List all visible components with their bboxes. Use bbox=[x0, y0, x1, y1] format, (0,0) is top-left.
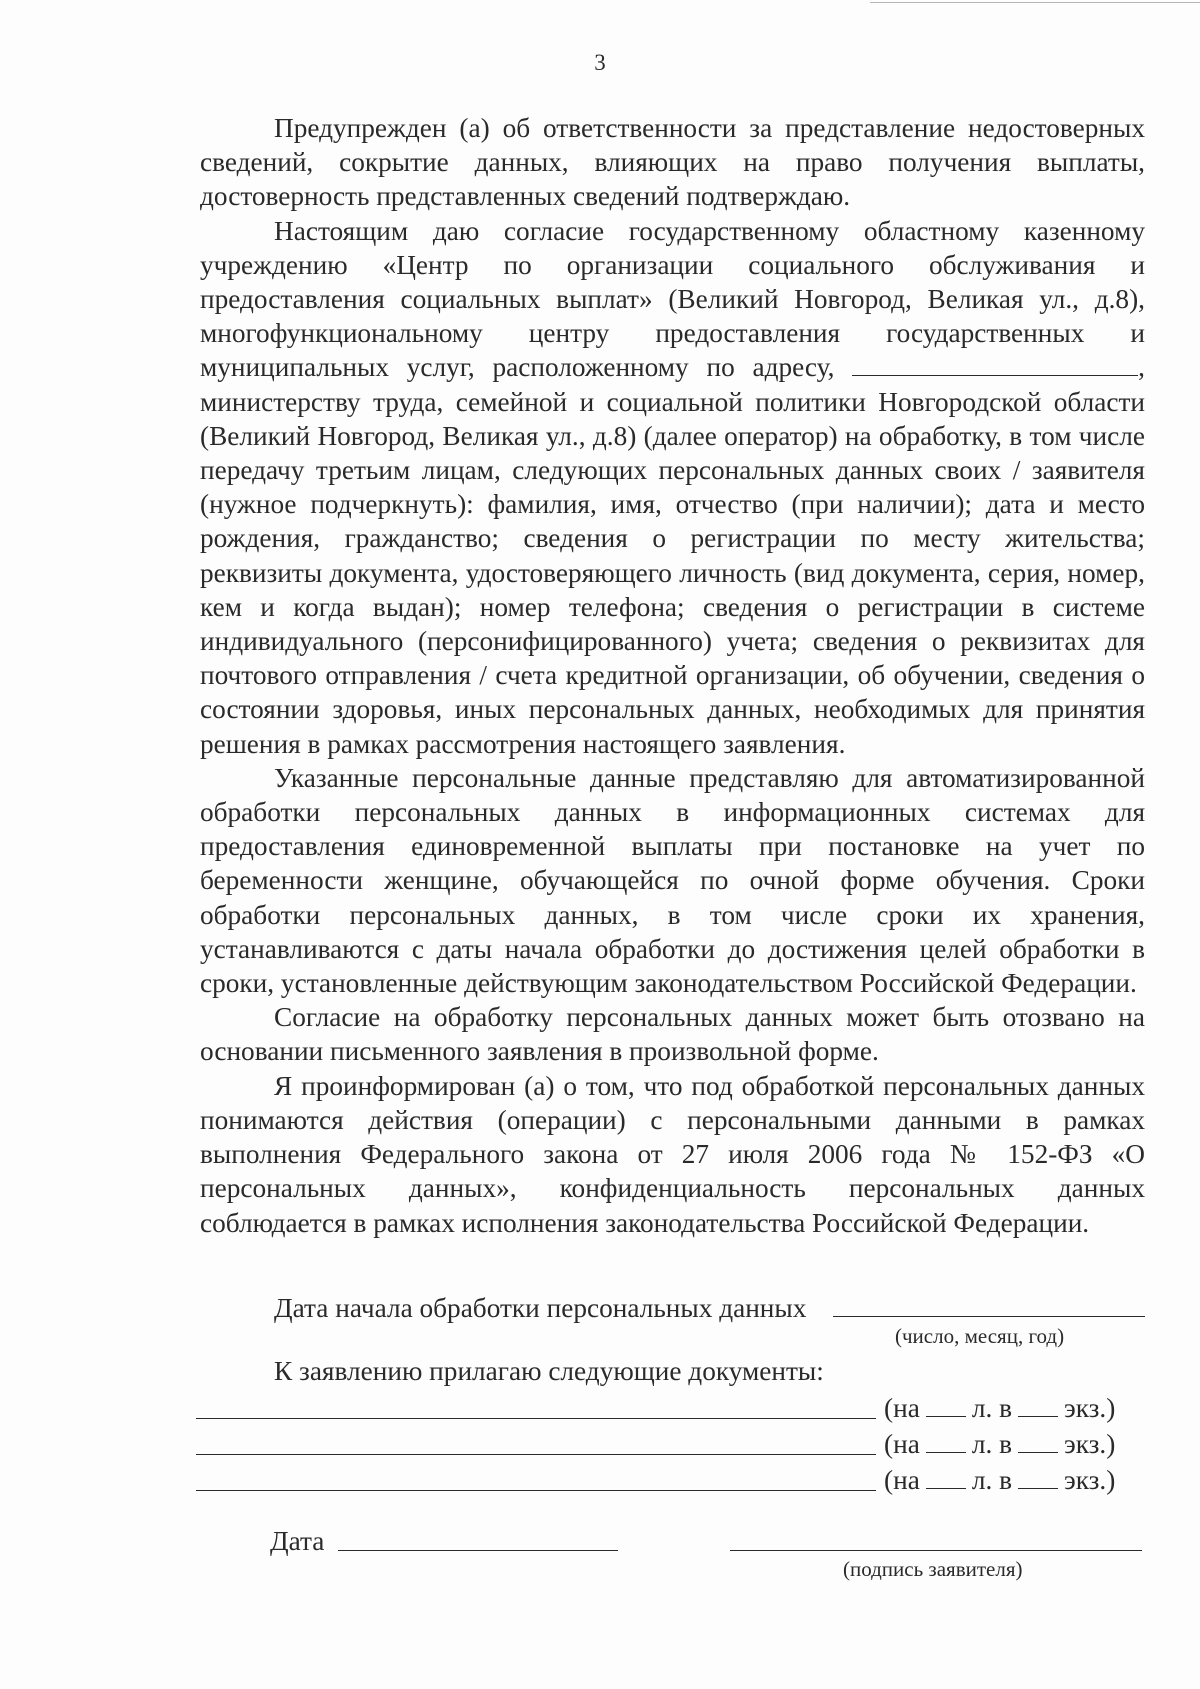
consent-text-end: , министерству труда, семейной и социальной политики Новгородской области (Великий Новгород, Великая ул., д.8) (далее оператор) на обработку, в том числе передачу третьим лицам, следующих персональных данных своих / заявителя (нужное подчеркнуть): фамилия, имя, отчество (при наличии); дата и место рождения, гражданство; сведения о регистрации по месту жительства; реквизиты документа, удостоверяющего личность (вид документа, серия, номер, кем и когда выдан); номер телефона; сведения о регистрации в системе индивидуального (персонифицированного) учета; сведения о реквизитах для почтового отправления / счета кредитной организации, об обучении, сведения о состоянии здоровья, иных персональных данных, необходимых для принятия решения в рамках рассмотрения настоящего заявления. bbox=[200, 352, 1145, 759]
attachment-name-field[interactable] bbox=[196, 1418, 876, 1419]
attachment-name-field[interactable] bbox=[196, 1454, 876, 1455]
copies-count-field[interactable] bbox=[1018, 1394, 1058, 1417]
attachments-label: К заявлению прилагаю следующие документы: bbox=[274, 1356, 824, 1386]
attachment-counts: (на л. в экз.) bbox=[884, 1393, 1116, 1423]
signature-field[interactable] bbox=[730, 1550, 1142, 1551]
sheets-count-field[interactable] bbox=[926, 1466, 966, 1489]
paragraph-consent bbox=[200, 214, 1145, 761]
sheets-count-field[interactable] bbox=[926, 1394, 966, 1417]
signature-date-field[interactable] bbox=[338, 1550, 618, 1551]
attachment-counts: (на л. в экз.) bbox=[884, 1429, 1116, 1459]
attachment-row bbox=[196, 1391, 1131, 1427]
page-number: 3 bbox=[594, 50, 606, 75]
attachment-name-field[interactable] bbox=[196, 1490, 876, 1491]
copies-count-field[interactable] bbox=[1018, 1430, 1058, 1453]
processing-start-date-field[interactable] bbox=[833, 1316, 1145, 1317]
body-text bbox=[200, 111, 1145, 1240]
processing-start-caption: (число, месяц, год) bbox=[895, 1324, 1065, 1348]
mfc-address-blank[interactable] bbox=[852, 353, 1138, 376]
paragraph-warning: Предупрежден (а) об ответственности за представление недостоверных сведений, сокрытие данных, влияющих на право получения выплаты, достоверность представленных сведений подтверждаю. bbox=[200, 113, 1145, 212]
attachment-row bbox=[196, 1463, 1131, 1499]
paragraph-revocation: Согласие на обработку персональных данных может быть отозвано на основании письменного заявления в произвольной форме. bbox=[200, 1002, 1145, 1067]
signature-caption: (подпись заявителя) bbox=[843, 1557, 1023, 1581]
processing-start-label: Дата начала обработки персональных данных bbox=[274, 1293, 807, 1323]
signature-date-label: Дата bbox=[270, 1526, 325, 1556]
copies-count-field[interactable] bbox=[1018, 1466, 1058, 1489]
attachment-counts: (на л. в экз.) bbox=[884, 1465, 1116, 1495]
sheets-count-field[interactable] bbox=[926, 1430, 966, 1453]
paragraph-processing: Указанные персональные данные представляю для автоматизированной обработки персональных данных в информационных системах для предоставления единовременной выплаты при постановке на учет по беременности женщине, обучающейся по очной форме обучения. Сроки обработки персональных данных, в том числе сроки их хранения, устанавливаются с даты начала обработки до достижения целей обработки в сроки, установленные действующим законодательством Российской Федерации. bbox=[200, 762, 1145, 999]
consent-text-start: Настоящим даю согласие государственному областному казенному учреждению «Центр по организации социального обслуживания и предоставления социальных выплат» (Великий Новгород, Великая ул., д.8), многофункциональному центру предоставления государственных и муниципальных услуг, расположенному по адресу, bbox=[200, 215, 1145, 383]
paragraph-informed: Я проинформирован (а) о том, что под обработкой персональных данных понимаются действия (операции) с персональными данными в рамках выполнения Федерального закона от 27 июля 2006 года № 152-ФЗ «О персональных данных», конфиденциальность персональных данных соблюдается в рамках исполнения законодательства Российской Федерации. bbox=[200, 1070, 1145, 1238]
attachment-row bbox=[196, 1427, 1131, 1463]
top-edge-rule bbox=[870, 2, 1200, 3]
